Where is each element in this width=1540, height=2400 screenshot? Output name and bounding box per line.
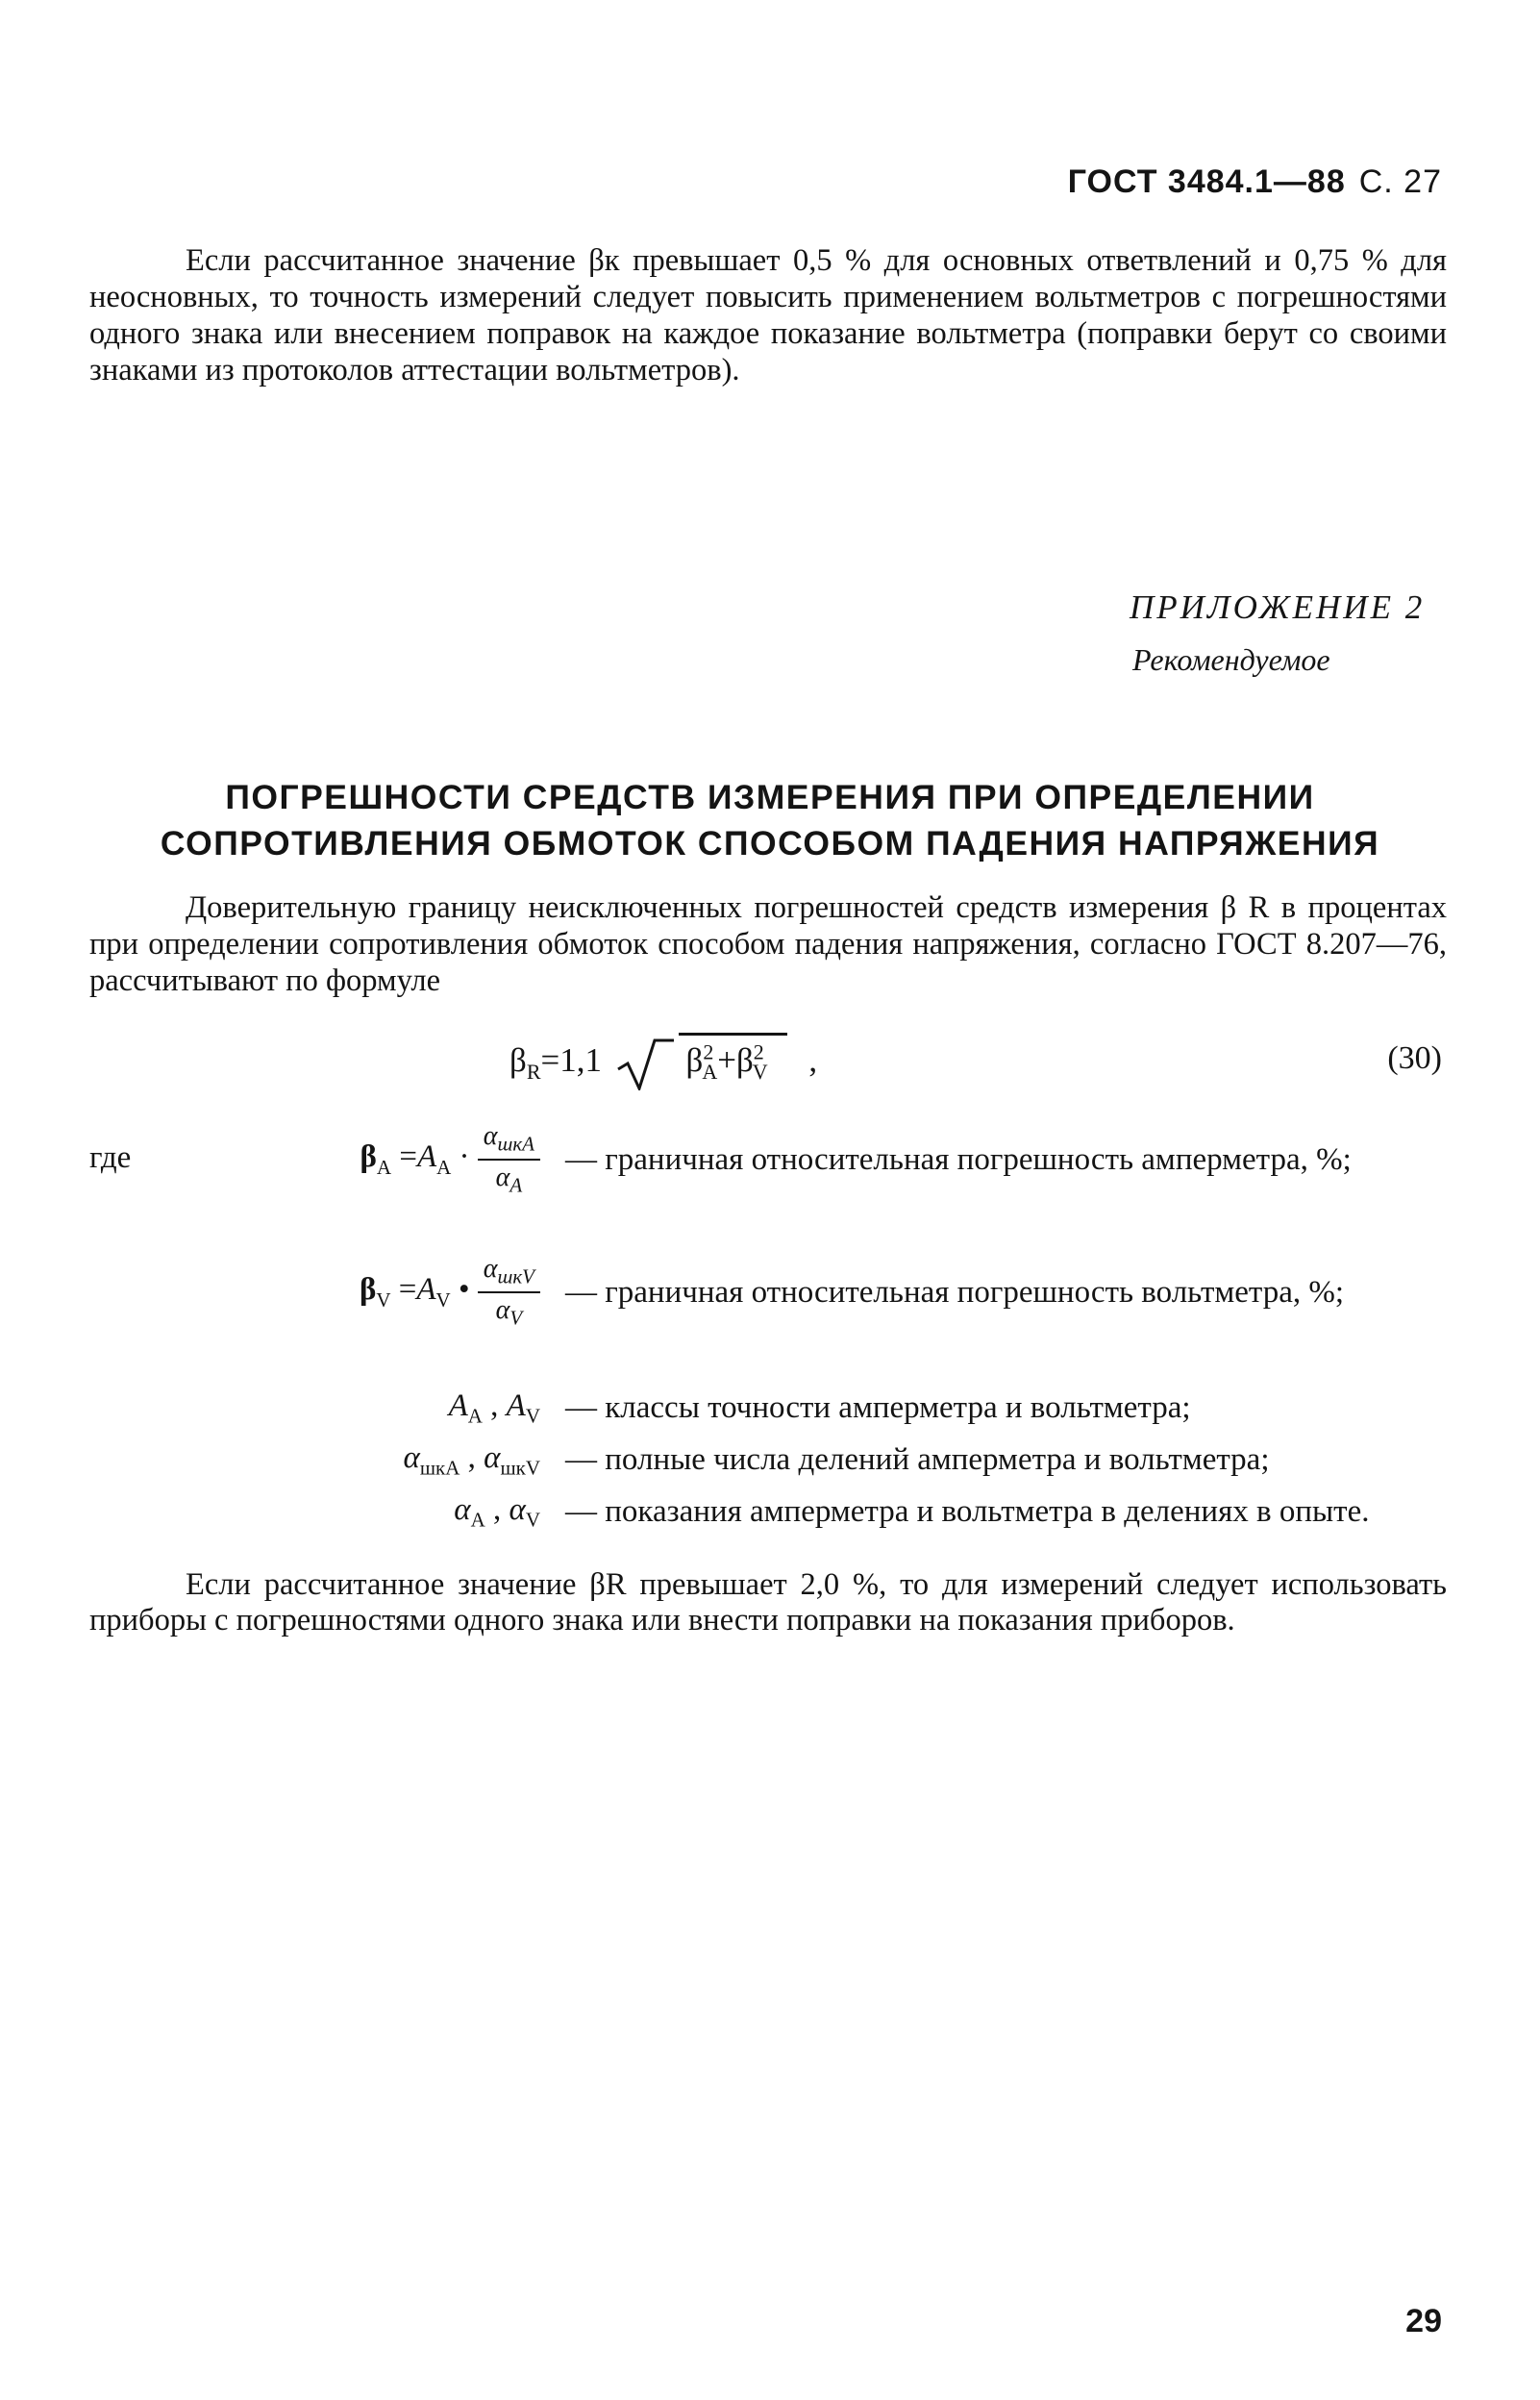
formula-term-1: β — [685, 1041, 704, 1080]
formula-30 — [509, 1037, 817, 1090]
formula-coefficient: =1,1 — [540, 1041, 602, 1080]
def-beta-a-den: α — [495, 1162, 510, 1192]
def-beta-v-text: — граничная относительная погрешность вольтметра, %; — [565, 1275, 1345, 1310]
def-beta-a-beta: β — [360, 1139, 377, 1175]
formula-plus: + — [717, 1041, 736, 1080]
def-readings-sep: , — [493, 1492, 502, 1527]
def-classes-a2: A — [506, 1388, 526, 1423]
def-beta-v-fraction — [478, 1254, 540, 1330]
appendix-label: ПРИЛОЖЕНИЕ 2 — [1130, 588, 1426, 626]
paragraph-2-text: Доверительную границу неисключенных погрешностей средств измерения β R в процентах при определении сопротивления обмоток способом падения напряжения, согласно ГОСТ 8.207—76, рассчитывают по формуле — [89, 890, 1447, 998]
page-number: 29 — [1405, 2303, 1442, 2339]
def-beta-a-fraction — [478, 1121, 540, 1197]
def-beta-a-beta-sub: A — [376, 1155, 392, 1179]
def-beta-v-num-sub: шкV — [497, 1264, 534, 1288]
standard-number: ГОСТ 3484.1—88 — [1067, 163, 1346, 200]
formula-term-1-sup: 2 — [703, 1039, 714, 1064]
def-readings-a2-sub: V — [525, 1508, 540, 1532]
formula-beta: β — [509, 1041, 527, 1080]
def-readings-a1-sub: A — [470, 1508, 485, 1532]
def-readings-text: — показания амперметра и вольтметра в делениях в опыте. — [565, 1494, 1370, 1529]
def-divisions-a1: α — [403, 1440, 420, 1475]
def-divisions-a2: α — [484, 1440, 501, 1475]
paragraph-2 — [89, 889, 1447, 999]
def-divisions-text: — полные числа делений амперметра и вольтметра; — [565, 1442, 1270, 1477]
section-title-line-1: ПОГРЕШНОСТИ СРЕДСТВ ИЗМЕРЕНИЯ ПРИ ОПРЕДЕЛЕНИИ — [225, 778, 1315, 816]
section-title — [58, 774, 1482, 866]
def-readings-a2: α — [509, 1492, 526, 1527]
paragraph-1-text: Если рассчитанное значение βк превышает 0,5 % для основных ответвлений и 0,75 % для неосновных, то точность измерений следует повысить применением вольтметров с погрешностями одного знака или внесением поправок на каждое показание вольтметра (поправки берут со своими знаками из протоколов аттестации вольтметров). — [89, 243, 1447, 388]
def-beta-v-class: A — [416, 1272, 436, 1308]
def-beta-a-text: — граничная относительная погрешность амперметра, %; — [565, 1142, 1352, 1177]
section-title-line-2: СОПРОТИВЛЕНИЯ ОБМОТОК СПОСОБОМ ПАДЕНИЯ НАПРЯЖЕНИЯ — [160, 824, 1380, 862]
header-page: С. 27 — [1358, 163, 1442, 200]
def-beta-a-num-sub: шкA — [497, 1132, 534, 1156]
def-beta-a-num: α — [483, 1121, 498, 1151]
paragraph-3 — [89, 1567, 1447, 1638]
def-classes-a1: A — [448, 1388, 468, 1423]
def-beta-a-class-sub: A — [436, 1155, 452, 1179]
def-readings-a1: α — [454, 1492, 471, 1527]
def-beta-v-den: α — [495, 1294, 510, 1325]
formula-term-2-sup: 2 — [753, 1039, 764, 1064]
formula-term-1-sub: A — [702, 1060, 718, 1085]
def-beta-v-beta-sub: V — [376, 1288, 391, 1312]
equation-number: (30) — [1387, 1040, 1442, 1076]
formula-term-2: β — [735, 1041, 754, 1080]
where-label: где — [89, 1140, 132, 1175]
sqrt-sign-icon — [616, 1037, 674, 1090]
def-readings-symbol — [454, 1492, 540, 1533]
def-beta-v-num: α — [483, 1254, 498, 1284]
def-beta-v-den-sub: V — [509, 1306, 523, 1330]
def-classes-a1-sub: A — [467, 1404, 483, 1428]
def-divisions-symbol — [404, 1440, 541, 1481]
def-beta-v-class-sub: V — [435, 1288, 451, 1312]
formula-comma: , — [808, 1041, 818, 1080]
def-classes-a2-sub: V — [525, 1404, 540, 1428]
def-beta-v-eq: = — [398, 1272, 417, 1308]
page-header — [1068, 163, 1442, 201]
def-classes-sep: , — [490, 1388, 499, 1423]
paragraph-3-text: Если рассчитанное значение βR превышает 2,0 %, то для измерений следует использовать приборы с погрешностями одного знака или внести поправки на показания приборов. — [89, 1567, 1447, 1638]
def-classes-symbol — [449, 1388, 540, 1429]
def-beta-a-eq: = — [399, 1139, 417, 1175]
def-divisions-sep: , — [467, 1440, 476, 1475]
appendix-status: Рекомендуемое — [1132, 642, 1330, 677]
def-divisions-a2-sub: шкV — [500, 1456, 540, 1480]
def-beta-a-dot: · — [459, 1139, 470, 1175]
def-classes-text: — классы точности амперметра и вольтметра; — [565, 1390, 1191, 1425]
formula-term-2-sub: V — [752, 1060, 768, 1085]
def-divisions-a1-sub: шкA — [419, 1456, 460, 1480]
def-beta-a-den-sub: A — [509, 1173, 523, 1197]
def-beta-v-symbol — [360, 1254, 540, 1330]
def-beta-v-dot: • — [458, 1272, 470, 1308]
def-beta-a-class: A — [416, 1139, 437, 1175]
formula-beta-sub: R — [526, 1060, 541, 1085]
def-beta-a-symbol — [360, 1121, 541, 1197]
def-beta-v-beta: β — [359, 1272, 377, 1308]
paragraph-1 — [89, 242, 1447, 388]
